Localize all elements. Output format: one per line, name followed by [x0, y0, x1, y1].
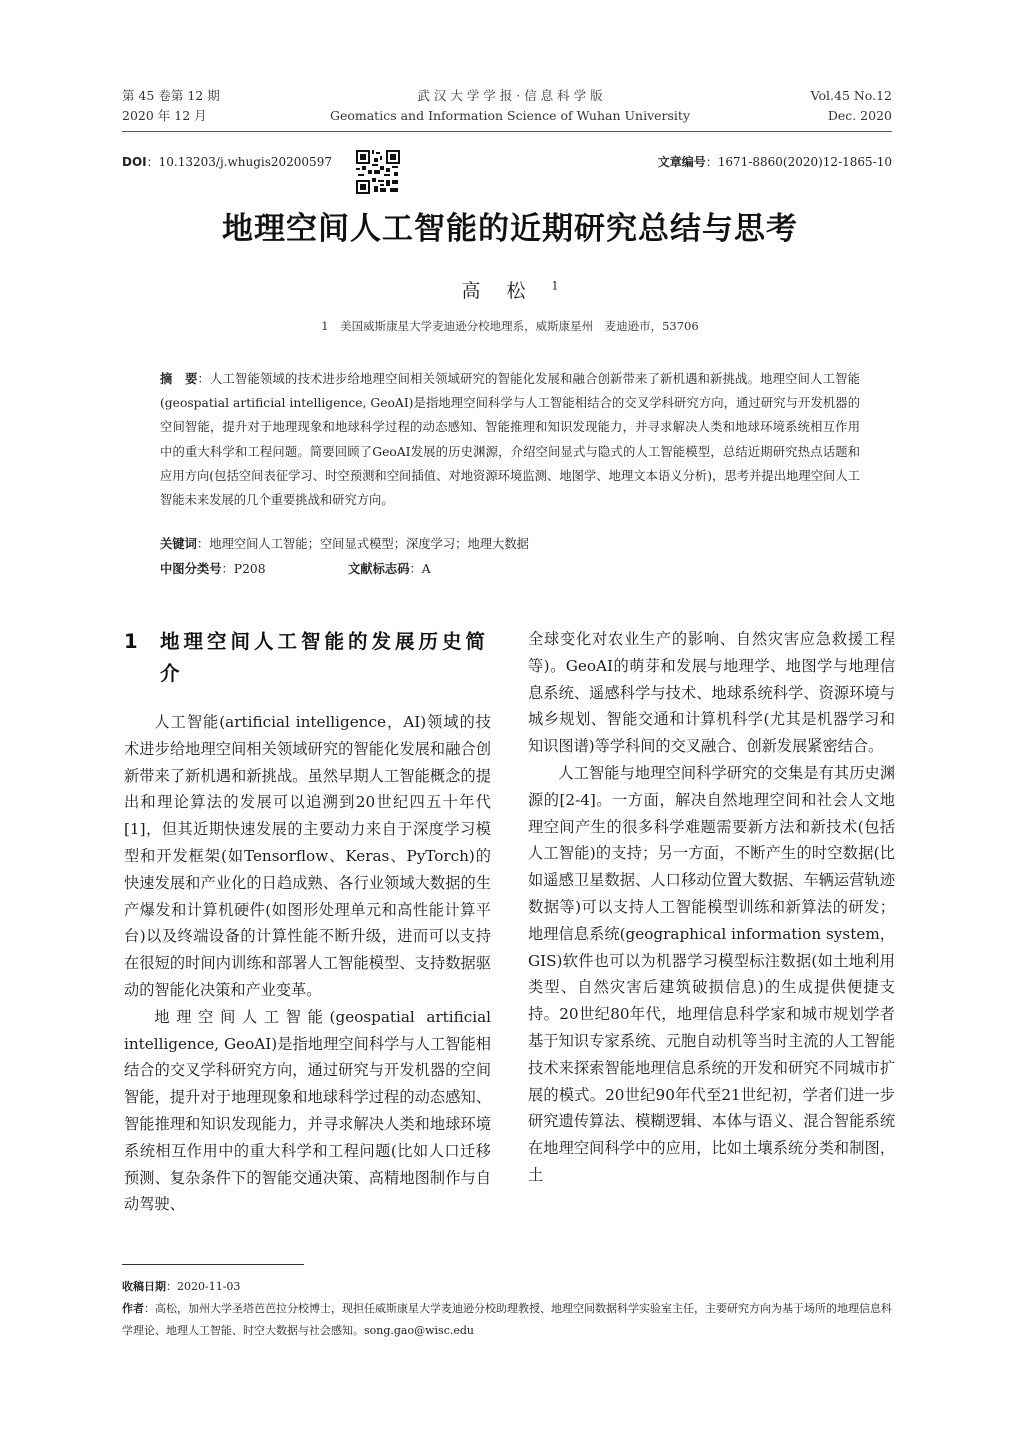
qr-code-icon	[356, 150, 400, 194]
author-name: 高松	[461, 280, 552, 302]
issue-date: 2020 年 12 月	[122, 108, 207, 123]
keywords	[160, 534, 529, 552]
volume-issue: 第 45 卷第 12 期	[122, 88, 220, 103]
article-number-value: ：1671-8860(2020)12-1865-10	[705, 155, 892, 169]
author-affiliation: 1 美国威斯康星大学麦迪逊分校地理系，威斯康星州 麦迪逊市，53706	[321, 319, 699, 333]
article-number-label: 文章编号	[657, 155, 706, 169]
received-value: ：2020-11-03	[166, 1280, 241, 1293]
article-title: 地理空间人工智能的近期研究总结与思考	[222, 211, 798, 247]
abstract	[160, 367, 860, 512]
received-date	[122, 1276, 897, 1298]
section-title: 地理空间人工智能的发展历史简介	[160, 630, 490, 685]
doi-label: DOI	[122, 155, 147, 169]
keywords-label: 关键词	[160, 537, 197, 551]
body-column-left	[124, 709, 491, 1218]
abstract-label: 摘 要	[160, 372, 198, 386]
document-code-value: ：A	[409, 562, 431, 576]
doi-line	[122, 153, 332, 170]
body-paragraph: 人工智能与地理空间科学研究的交集是有其历史渊源的[2-4]。一方面，解决自然地理空间和社会人文地理空间产生的很多科学难题需要新方法和新技术(包括人工智能)的支持；另一方面，不断产生的时空数据(比如遥感卫星数据、人口移动位置大数据、车辆运营轨迹数据等)可以支持人工智能模型训练和新算法的研发；地理信息系统(geographical information system，GIS)软件也可以为机器学习模型标注数据(如土地利用类型、自然灾害后建筑破损信息)的生成提供便捷支持。20世纪80年代，地理信息科学家和城市规划学者基于知识专家系统、元胞自动机等当时主流的人工智能技术来探索智能地理信息系统的开发和研究不同城市扩展的模式。20世纪90年代至21世纪初，学者们进一步研究遗传算法、模糊逻辑、本体与语义、混合智能系统在地理空间科学中的应用，比如土壤系统分类和制图，土	[528, 763, 895, 1184]
doi-value: ：10.13203/j.whugis20200597	[146, 155, 332, 169]
author-line	[0, 276, 1020, 303]
body-column-right	[528, 626, 895, 1189]
footnote-rule	[122, 1264, 304, 1265]
article-number-line	[658, 153, 892, 170]
author-bio	[122, 1298, 897, 1342]
author-affiliation-mark: 1	[551, 279, 559, 293]
document-code	[348, 559, 431, 577]
volume-en: Vol.45 No.12	[810, 88, 892, 103]
classification-line	[160, 559, 431, 577]
author-bio-text: ：高松，加州大学圣塔芭芭拉分校博士，现担任威斯康星大学麦迪逊分校助理教授、地理空间数据科学实验室主任，主要研究方向为基于场所的地理信息科学理论、地理人工智能、时空大数据与社会感知。song.gao@wisc.edu	[122, 1302, 892, 1337]
received-label: 收稿日期	[122, 1280, 166, 1293]
body-paragraph: 地理空间人工智能(geospatial artificial intelligence, GeoAI)是指地理空间科学与人工智能相结合的交叉学科研究方向，通过研究与开发机器的空间智能，提升对于地理现象和地球科学过程的动态感知、智能推理和知识发现能力，并寻求解决人类和地球环境系统相互作用中的重大科学和工程问题(比如人口迁移预测、复杂条件下的智能交通决策、高精地图制作与自动驾驶、	[124, 1007, 491, 1214]
body-paragraph: 人工智能(artificial intelligence，AI)领域的技术进步给地理空间相关领域研究的智能化发展和融合创新带来了新机遇和新挑战。虽然早期人工智能概念的提出和理论算法的发展可以追溯到20世纪四五十年代[1]，但其近期快速发展的主要动力来自于深度学习模型和开发框架(如Tensorflow、Keras、PyTorch)的快速发展和产业化的日趋成熟、各行业领域大数据的生产爆发和计算机硬件(如图形处理单元和高性能计算平台)以及终端设备的计算性能不断升级，进而可以支持在很短的时间内训练和部署人工智能模型、支持数据驱动的智能化决策和产业变革。	[124, 713, 491, 999]
clc-label: 中图分类号	[160, 562, 222, 576]
header-rule	[122, 131, 892, 132]
section-number: 1	[124, 630, 138, 653]
keywords-value: ：地理空间人工智能；空间显式模型；深度学习；地理大数据	[196, 537, 529, 551]
abstract-text: ：人工智能领域的技术进步给地理空间相关领域研究的智能化发展和融合创新带来了新机遇和新挑战。地理空间人工智能(geospatial artificial intelligence, GeoAI)是指地理空间科学与人工智能相结合的交叉学科研究方向，通过研究与开发机器的空间智能，提升对于地理现象和地球科学过程的动态感知、智能推理和知识发现能力，并寻求解决人类和地球环境系统相互作用中的重大科学和工程问题。简要回顾了GeoAI发展的历史渊源，介绍空间显式与隐式的人工智能模型，总结近期研究热点话题和应用方向(包括空间表征学习、时空预测和空间插值、对地资源环境监测、地图学、地理文本语义分析)，思考并提出地理空间人工智能未来发展的几个重要挑战和研究方向。	[160, 372, 860, 508]
document-code-label: 文献标志码	[348, 562, 410, 576]
author-bio-label: 作者	[122, 1302, 144, 1315]
clc-value: ：P208	[221, 562, 266, 576]
journal-name-cn: 武 汉 大 学 学 报 · 信 息 科 学 版	[417, 88, 603, 103]
date-en: Dec. 2020	[827, 108, 892, 123]
body-paragraph-continuation: 全球变化对农业生产的影响、自然灾害应急救援工程等)。GeoAI的萌芽和发展与地理学、地图学与地理信息系统、遥感科学与技术、地球系统科学、资源环境与城乡规划、智能交通和计算机科学(尤其是机器学习和知识图谱)等学科间的交叉融合、创新发展紧密结合。	[528, 630, 895, 756]
running-header-right	[811, 86, 892, 126]
footnotes	[122, 1276, 897, 1342]
journal-name-en: Geomatics and Information Science of Wuhan University	[329, 108, 691, 123]
